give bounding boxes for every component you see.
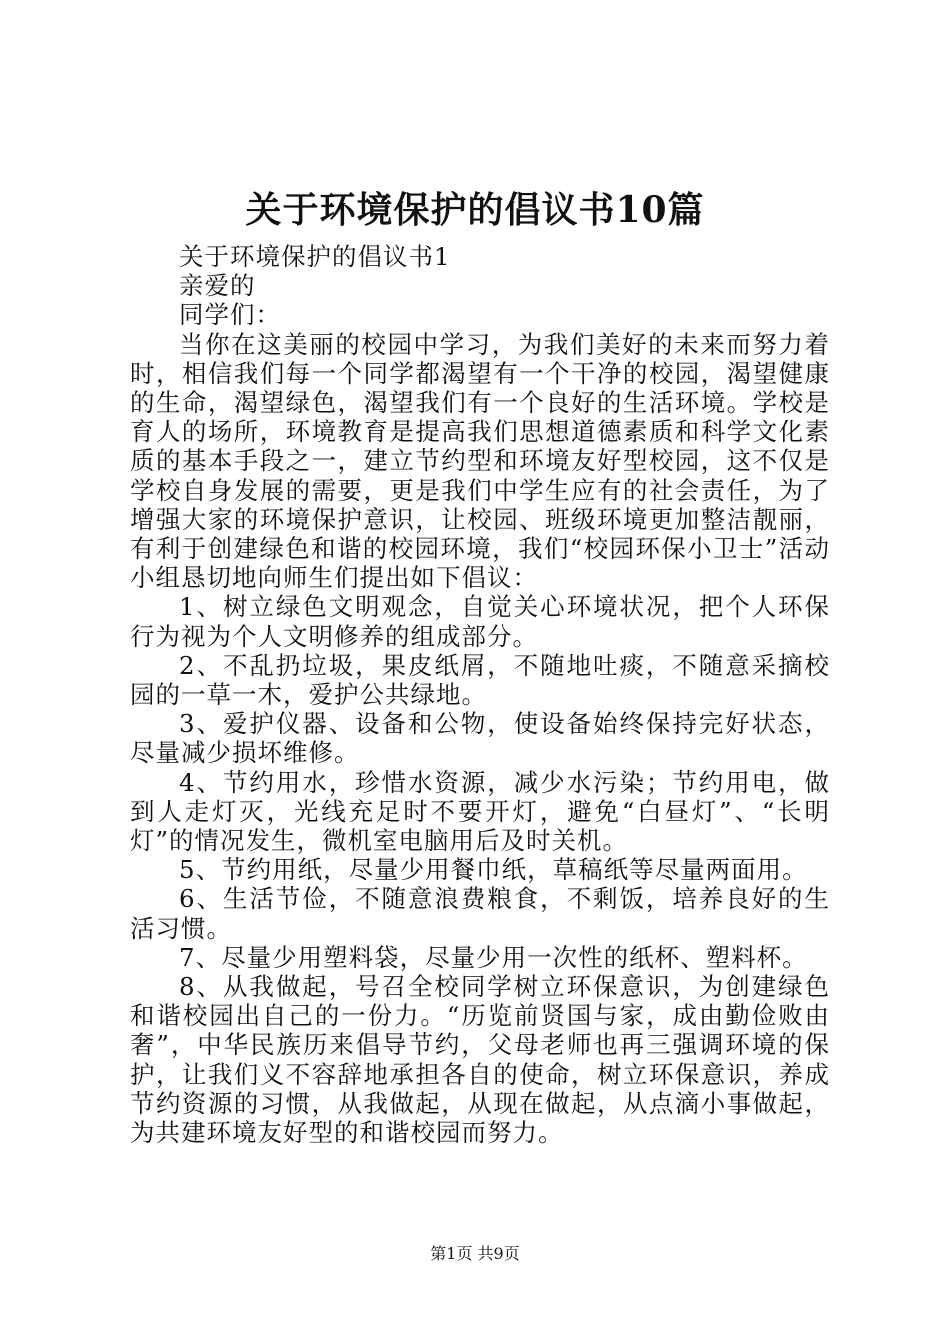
- proposal-item-5: 5、节约用纸，尽量少用餐巾纸，草稿纸等尽量两面用。: [179, 855, 808, 885]
- intro-paragraph: 当你在这美丽的校园中学习，为我们美好的未来而努力着时，相信我们每一个同学都渴望有一个干净的校园，渴望健康的生命，渴望绿色，渴望我们有一个良好的生活环境。学校是育人的场所，环境教育是提高我们思想道德素质和科学文化素质的基本手段之一，建立节约型和环境友好型校园，这不仅是学校自身发展的需要，更是我们中学生应有的社会责任，为了增强大家的环境保护意识，让校园、班级环境更加整洁靓丽，有利于创建绿色和谐的校园环境，我们“校园环保小卫士”活动小组恳切地向师生们提出如下倡议：: [130, 329, 830, 593]
- document-body: [130, 242, 830, 1147]
- proposal-item-1: 1、树立绿色文明观念，自觉关心环境状况，把个人环保行为视为个人文明修养的组成部分。: [130, 592, 830, 651]
- document-title: 关于环境保护的倡议书10篇: [245, 189, 705, 231]
- page-footer: 第1页 共9页: [430, 1244, 520, 1263]
- proposal-item-8: 8、从我做起，号召全校同学树立环保意识，为创建绿色和谐校园出自己的一份力。“历览前贤国与家，成由勤俭败由奢”，中华民族历来倡导节约，父母老师也再三强调环境的保护，让我们义不容辞地承担各自的使命，树立环保意识，养成节约资源的习惯，从我做起，从现在做起，从点滴小事做起，为共建环境友好型的和谐校园而努力。: [130, 972, 830, 1148]
- proposal-item-7: 7、尽量少用塑料袋，尽量少用一次性的纸杯、塑料杯。: [179, 942, 808, 972]
- proposal-item-2: 2、不乱扔垃圾，果皮纸屑，不随地吐痰，不随意采摘校园的一草一木，爱护公共绿地。: [130, 650, 830, 710]
- proposal-item-6: 6、生活节俭，不随意浪费粮食，不剩饭，培养良好的生活习惯。: [130, 884, 830, 943]
- proposal-item-4: 4、节约用水，珍惜水资源，减少水污染；节约用电，做到人走灯灭，光线充足时不要开灯，避免“白昼灯”、“长明灯”的情况发生，微机室电脑用后及时关机。: [130, 767, 830, 856]
- proposal-item-3: 3、爱护仪器、设备和公物，使设备始终保持完好状态，尽量减少损坏维修。: [130, 709, 830, 768]
- salutation-line-2: 同学们：: [179, 300, 281, 330]
- section-heading: 关于环境保护的倡议书1: [179, 242, 451, 271]
- salutation-line-1: 亲爱的: [179, 271, 256, 301]
